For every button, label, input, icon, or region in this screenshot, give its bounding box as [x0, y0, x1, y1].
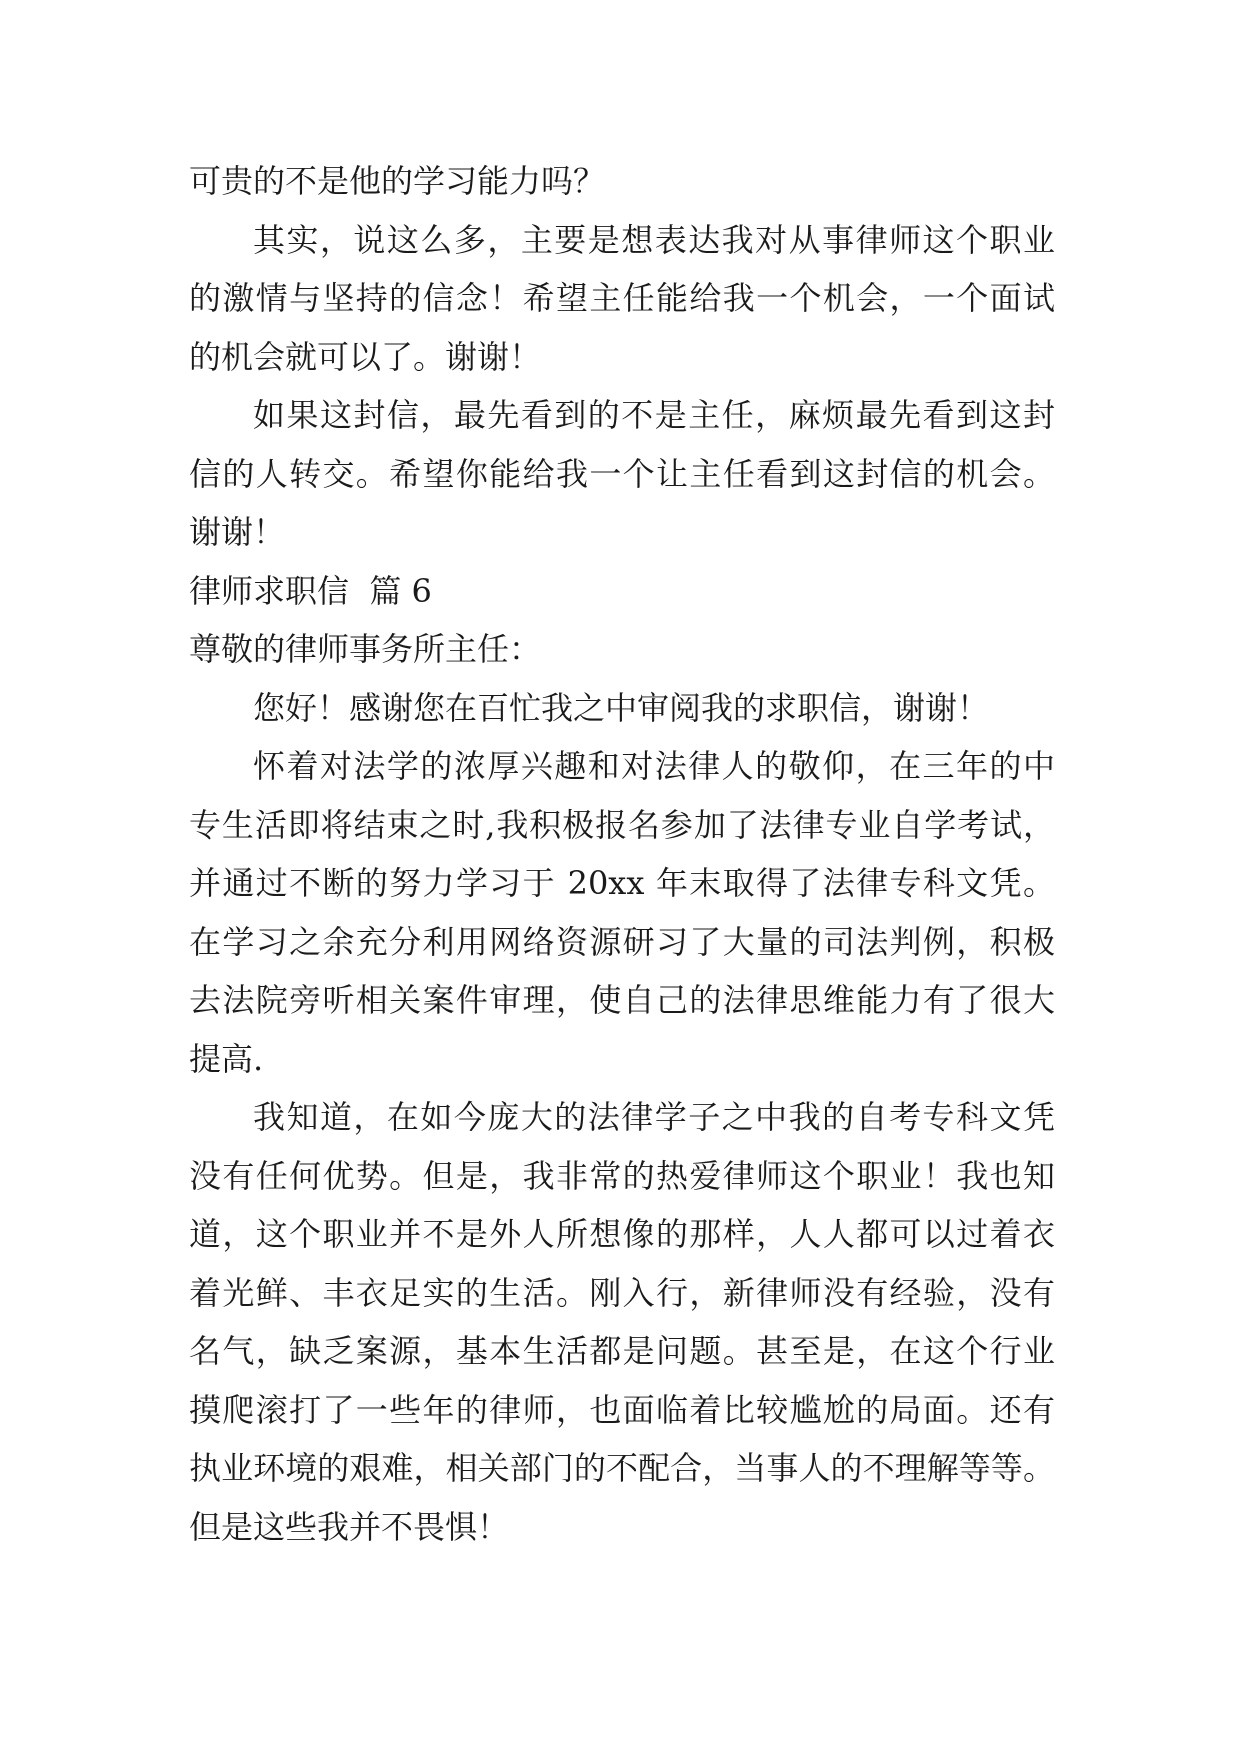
letter-body — [189, 152, 1055, 1556]
text-line: 提高. — [189, 1039, 264, 1078]
text-line: 名气，缺乏案源，基本生活都是问题。甚至是，在这个行业 — [189, 1332, 1055, 1370]
text-line: 专生活即将结束之时,我积极报名参加了法律专业自学考试， — [189, 805, 1055, 844]
text-line: 但是这些我并不畏惧！ — [189, 1507, 510, 1546]
text-line: 着光鲜、丰衣足实的生活。刚入行，新律师没有经验，没有 — [189, 1273, 1055, 1312]
text-line: 谢谢！ — [189, 513, 286, 551]
text-line: 在学习之余充分利用网络资源研习了大量的司法判例，积极 — [189, 922, 1055, 961]
text-line: 信的人转交。希望你能给我一个让主任看到这封信的机会。 — [189, 454, 1055, 493]
text-line: 您好！感谢您在百忙我之中审阅我的求职信，谢谢！ — [253, 688, 990, 727]
salutation: 尊敬的律师事务所主任： — [189, 630, 542, 668]
text-line: 道，这个职业并不是外人所想像的那样，人人都可以过着衣 — [189, 1215, 1055, 1253]
text-line: 去法院旁听相关案件审理，使自己的法律思维能力有了很大 — [189, 981, 1055, 1019]
text-line: 并通过不断的努力学习于 20xx 年末取得了法律专科文凭。 — [189, 864, 1055, 902]
section-heading: 律师求职信 篇 6 — [189, 571, 432, 610]
text-line: 怀着对法学的浓厚兴趣和对法律人的敬仰，在三年的中 — [253, 747, 1055, 785]
text-line: 的激情与坚持的信念！希望主任能给我一个机会，一个面试 — [189, 279, 1055, 317]
text-line: 可贵的不是他的学习能力吗？ — [189, 162, 606, 200]
text-line: 其实，说这么多，主要是想表达我对从事律师这个职业 — [253, 220, 1055, 259]
text-line: 摸爬滚打了一些年的律师，也面临着比较尴尬的局面。还有 — [189, 1390, 1055, 1429]
text-line: 如果这封信，最先看到的不是主任，麻烦最先看到这封 — [253, 396, 1055, 434]
text-line: 执业环境的艰难，相关部门的不配合，当事人的不理解等等。 — [189, 1449, 1055, 1487]
text-line: 没有任何优势。但是，我非常的热爱律师这个职业！我也知 — [189, 1156, 1055, 1195]
text-line: 我知道，在如今庞大的法律学子之中我的自考专科文凭 — [253, 1098, 1055, 1136]
text-line: 的机会就可以了。谢谢！ — [189, 337, 542, 376]
